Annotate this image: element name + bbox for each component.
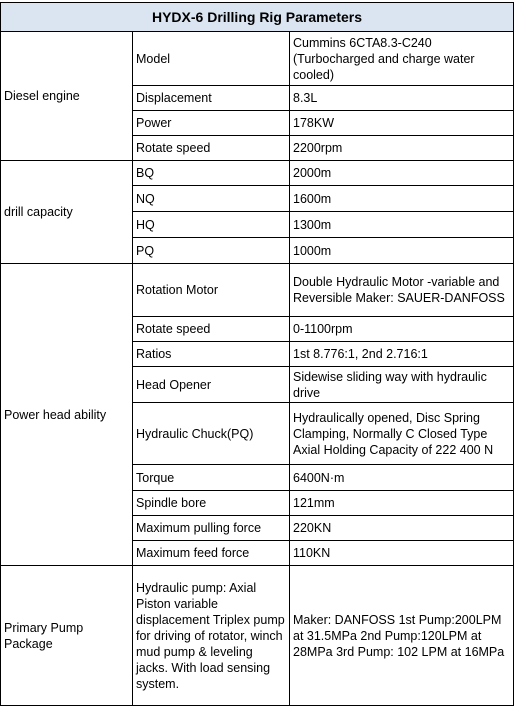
- param-value: 1300m: [290, 212, 514, 238]
- param-value: 2200rpm: [290, 136, 514, 161]
- category-diesel-engine: Diesel engine: [1, 32, 133, 161]
- param-value: Maker: DANFOSS 1st Pump:200LPM at 31.5MPa 2nd Pump:120LPM at 28MPa 3rd Pump: 102 LPM at 16MPa: [290, 566, 514, 706]
- param-value: 8.3L: [290, 86, 514, 111]
- table-row: [1, 161, 514, 186]
- param-label: Rotate speed: [133, 317, 290, 342]
- param-label: BQ: [133, 161, 290, 186]
- param-label: Maximum feed force: [133, 541, 290, 566]
- param-label: Displacement: [133, 86, 290, 111]
- param-label: Power: [133, 111, 290, 136]
- param-label: HQ: [133, 212, 290, 238]
- table-title: HYDX-6 Drilling Rig Parameters: [1, 3, 514, 32]
- param-label: Maximum pulling force: [133, 516, 290, 541]
- param-value: 1000m: [290, 238, 514, 264]
- param-value: 2000m: [290, 161, 514, 186]
- category-drill-capacity: drill capacity: [1, 161, 133, 264]
- param-value: 1st 8.776:1, 2nd 2.716:1: [290, 342, 514, 367]
- param-value: 1600m: [290, 186, 514, 212]
- param-label: Hydraulic Chuck(PQ): [133, 403, 290, 465]
- param-label: Torque: [133, 465, 290, 491]
- param-label: Head Opener: [133, 367, 290, 403]
- param-value: 6400N·m: [290, 465, 514, 491]
- param-label: Ratios: [133, 342, 290, 367]
- param-value: 110KN: [290, 541, 514, 566]
- param-label: Rotate speed: [133, 136, 290, 161]
- category-primary-pump-package: Primary Pump Package: [1, 566, 133, 706]
- param-value: Sidewise sliding way with hydraulic drive: [290, 367, 514, 403]
- param-label: Model: [133, 32, 290, 86]
- title-row: [1, 3, 514, 32]
- param-value: 178KW: [290, 111, 514, 136]
- table-row: [1, 32, 514, 86]
- param-label: Rotation Motor: [133, 264, 290, 317]
- param-label: Hydraulic pump: Axial Piston variable displacement Triplex pump for driving of rotator, winch mud pump & leveling jacks. With load sensing system.: [133, 566, 290, 706]
- category-power-head-ability: Power head ability: [1, 264, 133, 566]
- parameters-table: [0, 2, 514, 706]
- table-row: [1, 566, 514, 706]
- param-label: NQ: [133, 186, 290, 212]
- param-value: 121mm: [290, 491, 514, 516]
- param-value: Cummins 6CTA8.3-C240 (Turbocharged and charge water cooled): [290, 32, 514, 86]
- table-row: [1, 264, 514, 317]
- param-label: PQ: [133, 238, 290, 264]
- param-label: Spindle bore: [133, 491, 290, 516]
- param-value: Double Hydraulic Motor -variable and Reversible Maker: SAUER-DANFOSS: [290, 264, 514, 317]
- param-value: 220KN: [290, 516, 514, 541]
- param-value: Hydraulically opened, Disc Spring Clamping, Normally C Closed Type Axial Holding Capacity of 222 400 N: [290, 403, 514, 465]
- param-value: 0-1100rpm: [290, 317, 514, 342]
